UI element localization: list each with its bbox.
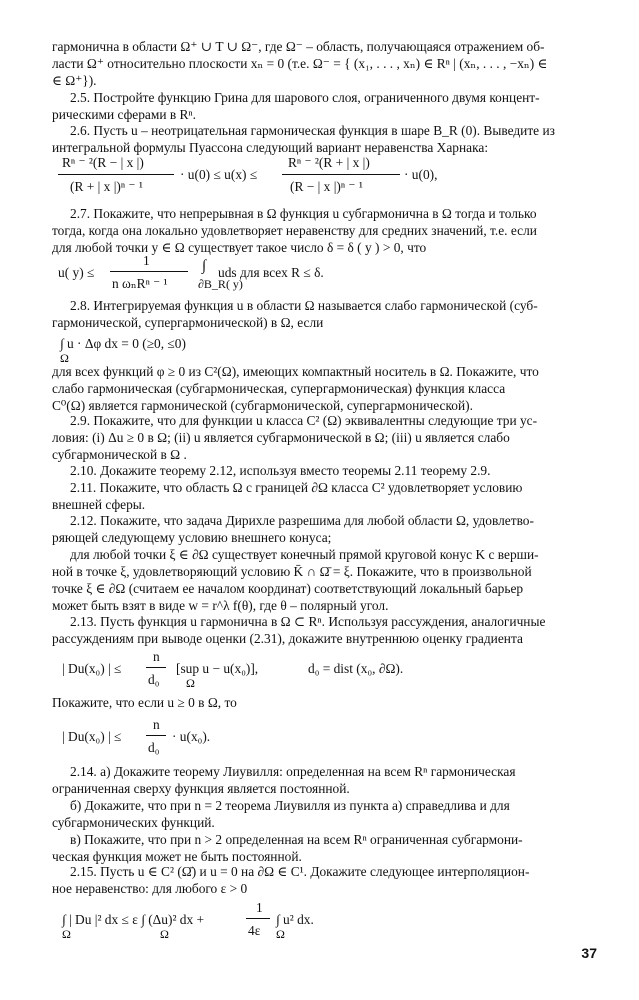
text-line: б) Докажите, что при n = 2 теорема Лиувилля из пункта а) справедлива и для (70, 798, 510, 813)
text-line: слабо гармоническая (субгармоническая, супергармоническая) функция класса (52, 381, 506, 396)
exercise-2-9 (52, 412, 600, 463)
text-line: 2.13. Пусть функция u гармонична в Ω ⊂ Rⁿ. Используя рассуждения, аналогичные (70, 614, 546, 629)
formula-text: · u(0) ≤ u(x) ≤ (180, 167, 258, 182)
formula-text: · u(x₀). (172, 729, 211, 744)
text-line: ласти Ω⁺ относительно плоскости xₙ = 0 (т.е. Ω⁻ = { (x₁, . . . , xₙ) ∈ Rⁿ | (xₙ, . . . , −xₙ) ∈ (52, 56, 548, 71)
text-line: 2.5. Постройте функцию Грина для шарового слоя, ограниченного двумя концент- (70, 90, 540, 105)
formula-text: | Du(x₀) | ≤ (62, 661, 122, 676)
formula-denominator: n ωₙRⁿ ⁻ ¹ (112, 276, 168, 291)
fraction-bar (110, 271, 188, 272)
text-line: гармонической, супергармонической) в Ω, если (52, 315, 324, 330)
formula-numerator: 1 (256, 900, 263, 915)
text-line: 2.15. Пусть u ∈ C² (Ω̄) и u = 0 на ∂Ω ∈ C¹. Докажите следующее интерполяцион- (70, 864, 530, 879)
fraction-bar (146, 735, 166, 736)
formula-denominator: 4ε (248, 923, 261, 938)
text-line: может быть взят в виде w = r^λ f(θ), где θ – полярный угол. (52, 598, 389, 613)
text-line: 2.6. Пусть u – неотрицательная гармоническая функция в шаре B_R (0). Выведите из (70, 123, 555, 138)
text-line: 2.8. Интегрируемая функция u в области Ω называется слабо гармонической (суб- (70, 298, 538, 313)
text-line: 2.7. Покажите, что непрерывная в Ω функция u субгармонична в Ω тогда и только (70, 206, 537, 221)
page-number: 37 (581, 945, 597, 961)
integral-domain: Ω (60, 351, 69, 365)
fraction-bar (146, 667, 166, 668)
formula-text: | Du(x₀) | ≤ (62, 729, 122, 744)
formula-denominator: (R + | x |)ⁿ ⁻ ¹ (70, 179, 143, 194)
text-line: рассуждениям при выводе оценки (2.31), докажите внутреннюю оценку градиента (52, 631, 523, 646)
text-line: рическими сферами в Rⁿ. (52, 107, 196, 122)
text-line: для любой точки y ∈ Ω существует такое число δ = δ ( y ) > 0, что (52, 240, 427, 255)
formula-text: · u(0), (404, 167, 438, 182)
exercise-2-10 (52, 462, 600, 479)
text-line: внешней сферы. (52, 497, 146, 512)
text-line: для всех функций φ ≥ 0 из C²(Ω), имеющих компактный носитель в Ω. Покажите, что (52, 364, 539, 379)
formula-numerator: n (153, 717, 160, 732)
text-line: ограниченная сверху функция является постоянной. (52, 781, 350, 796)
exercise-2-6 (52, 122, 600, 156)
text-line: C⁰(Ω) является гармонической (субгармонической, супергармонической). (52, 398, 473, 413)
text-line: субгармонической в Ω . (52, 447, 187, 462)
text-line: Покажите, что если u ≥ 0 в Ω, то (52, 695, 237, 710)
exercise-2-13 (52, 613, 600, 647)
exercise-2-5 (52, 89, 600, 123)
exercise-2-11 (52, 479, 600, 513)
text-line: гармонична в области Ω⁺ ∪ T ∪ Ω⁻, где Ω⁻ – область, получающаяся отражением об- (52, 39, 545, 54)
integral-domain: Ω (160, 927, 169, 941)
text-line: ческая функция может не быть постоянной. (52, 849, 302, 864)
exercise-2-14 (52, 763, 600, 865)
formula-text: ∫ | Du |² dx ≤ ε ∫ (Δu)² dx + (62, 912, 205, 927)
text-line: субгармонических функций. (52, 815, 215, 830)
exercise-2-15 (52, 863, 600, 897)
formula-denominator: (R − | x |)ⁿ ⁻ ¹ (290, 179, 363, 194)
formula-text: ∫ u · Δφ dx = 0 (≥0, ≤0) (60, 336, 186, 351)
formula-numerator: Rⁿ ⁻ ²(R + | x |) (288, 155, 370, 170)
fraction-bar (282, 174, 400, 175)
formula-text: uds для всех R ≤ δ. (218, 265, 324, 280)
text-line: ряющей следующему условию внешнего конуса; (52, 530, 332, 545)
text-line: для любой точки ξ ∈ ∂Ω существует конечный прямой круговой конус K с верши- (70, 547, 539, 562)
paragraph-continuation (52, 38, 600, 89)
integral-domain: Ω (276, 927, 285, 941)
sup-domain: Ω (186, 676, 195, 690)
text-line: интегральной формулы Пуассона следующий вариант неравенства Харнака: (52, 140, 489, 155)
text-line: 2.10. Докажите теорему 2.12, используя вместо теоремы 2.11 теорему 2.9. (70, 463, 491, 478)
formula-text: ∫ u² dx. (276, 912, 314, 927)
text-line: 2.9. Покажите, что для функции u класса C² (Ω) эквивалентны следующие три ус- (70, 413, 538, 428)
text-line: 2.14. а) Докажите теорему Лиувилля: определенная на всем Rⁿ гармоническая (70, 764, 516, 779)
text-line: точке ξ ∈ ∂Ω (считаем ее началом координат) соответствующий локальный барьер (52, 581, 524, 596)
formula-denominator: d₀ (148, 740, 160, 755)
text-line: ∈ Ω⁺}). (52, 73, 97, 88)
text-line: 2.12. Покажите, что задача Дирихле разрешима для любой области Ω, удовлетво- (70, 513, 534, 528)
fraction-bar (58, 174, 174, 175)
text-line: 2.11. Покажите, что область Ω с границей ∂Ω класса C² удовлетворяет условию (70, 480, 523, 495)
text-line: тогда, когда она локально удовлетворяет неравенству для средних значений, т.е. если (52, 223, 537, 238)
exercise-2-8-cont (52, 363, 600, 414)
formula-text: [sup u − u(x₀)], (176, 661, 259, 676)
exercise-2-8 (52, 297, 600, 331)
text-line: ное неравенство: для любого ε > 0 (52, 881, 248, 896)
formula-numerator: Rⁿ ⁻ ²(R − | x |) (62, 155, 144, 170)
integral-domain: Ω (62, 927, 71, 941)
integral-domain: ∂B_R( y) (198, 277, 243, 291)
text-line: в) Покажите, что при n > 2 определенная на всем Rⁿ ограниченная субгармони- (70, 832, 523, 847)
exercise-2-12 (52, 512, 600, 614)
formula-numerator: 1 (143, 253, 150, 268)
text-line: ловия: (i) Δu ≥ 0 в Ω; (ii) u является субгармонической в Ω; (iii) u является слабо (52, 430, 510, 445)
formula-text: u( y) ≤ (58, 265, 95, 280)
integral-sign: ∫ (202, 258, 207, 274)
formula-text: d₀ = dist (x₀, ∂Ω). (308, 661, 404, 676)
exercise-2-7 (52, 205, 600, 256)
formula-numerator: n (153, 649, 160, 664)
text-line: ной в точке ξ, удовлетворяющий условию K̄ ∩ Ω̄ = ξ. Покажите, что в произвольной (52, 564, 532, 579)
formula-denominator: d₀ (148, 672, 160, 687)
fraction-bar (246, 918, 270, 919)
exercise-2-13-cont (52, 694, 600, 711)
